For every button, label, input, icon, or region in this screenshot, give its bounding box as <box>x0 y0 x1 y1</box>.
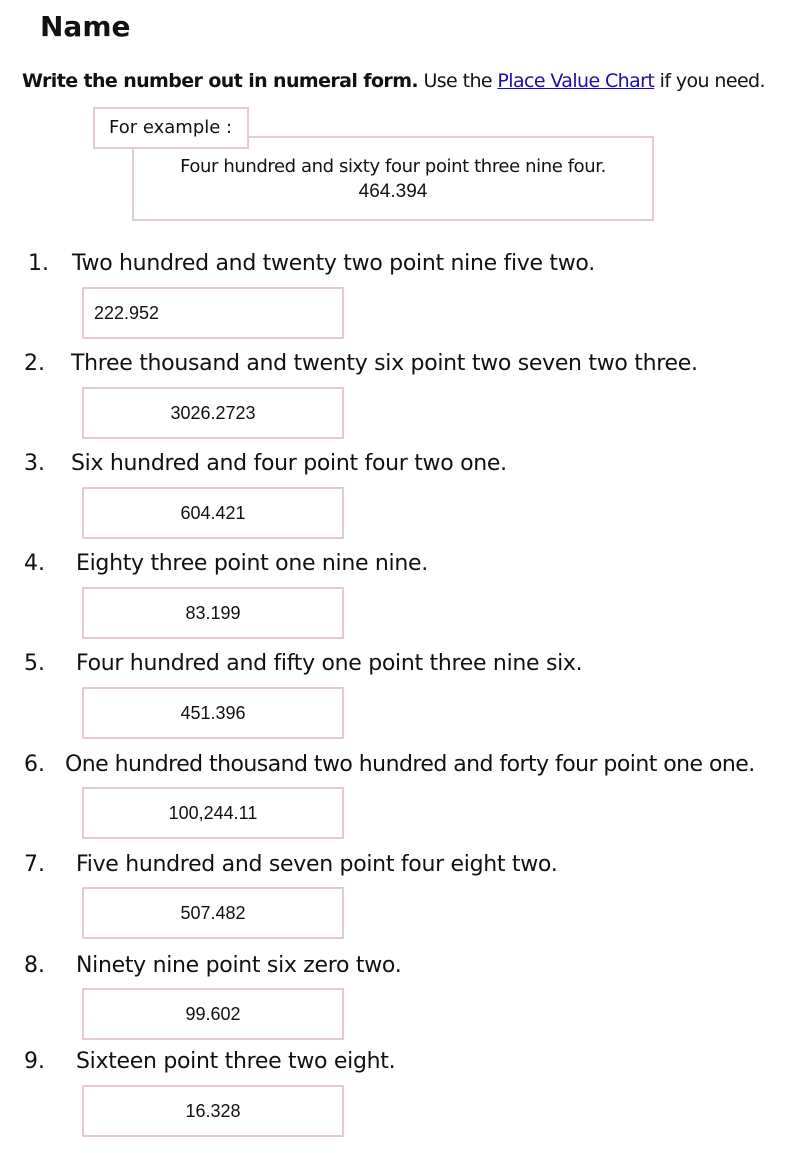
answer-field[interactable]: 16.328 <box>82 1085 344 1137</box>
question-number: 3. <box>24 451 45 476</box>
question-text: Three thousand and twenty six point two seven two three. <box>71 351 698 376</box>
page-title: Name <box>40 10 131 43</box>
question-number: 1. <box>28 251 49 276</box>
example-numeral: 464.394 <box>358 181 428 202</box>
instructions-text-end: if you need. <box>654 70 765 92</box>
question-text: One hundred thousand two hundred and forty four point one one. <box>65 752 755 777</box>
example-label: For example : <box>93 107 249 149</box>
instructions-bold: Write the number out in numeral form. <box>22 70 419 92</box>
answer-field[interactable]: 451.396 <box>82 687 344 739</box>
question-text: Two hundred and twenty two point nine five two. <box>72 251 595 276</box>
example-words: Four hundred and sixty four point three nine four. <box>180 156 606 177</box>
answer-field[interactable]: 3026.2723 <box>82 387 344 439</box>
question-text: Eighty three point one nine nine. <box>76 551 428 576</box>
question-number: 7. <box>24 852 45 877</box>
answer-field[interactable]: 222.952 <box>82 287 344 339</box>
question-text: Six hundred and four point four two one. <box>71 451 507 476</box>
question-text: Five hundred and seven point four eight two. <box>76 852 558 877</box>
instructions-text: Use the <box>418 70 498 92</box>
question-text: Four hundred and fifty one point three nine six. <box>76 651 583 676</box>
answer-field[interactable]: 100,244.11 <box>82 787 344 839</box>
question-number: 9. <box>24 1049 45 1074</box>
question-number: 4. <box>24 551 45 576</box>
answer-field[interactable]: 604.421 <box>82 487 344 539</box>
question-text: Ninety nine point six zero two. <box>76 953 402 978</box>
place-value-chart-link[interactable]: Place Value Chart <box>497 70 655 92</box>
question-number: 8. <box>24 953 45 978</box>
question-number: 6. <box>24 752 45 777</box>
question-text: Sixteen point three two eight. <box>76 1049 396 1074</box>
answer-field[interactable]: 99.602 <box>82 988 344 1040</box>
question-number: 2. <box>24 351 45 376</box>
question-number: 5. <box>24 651 45 676</box>
answer-field[interactable]: 507.482 <box>82 887 344 939</box>
instructions <box>22 70 765 92</box>
answer-field[interactable]: 83.199 <box>82 587 344 639</box>
